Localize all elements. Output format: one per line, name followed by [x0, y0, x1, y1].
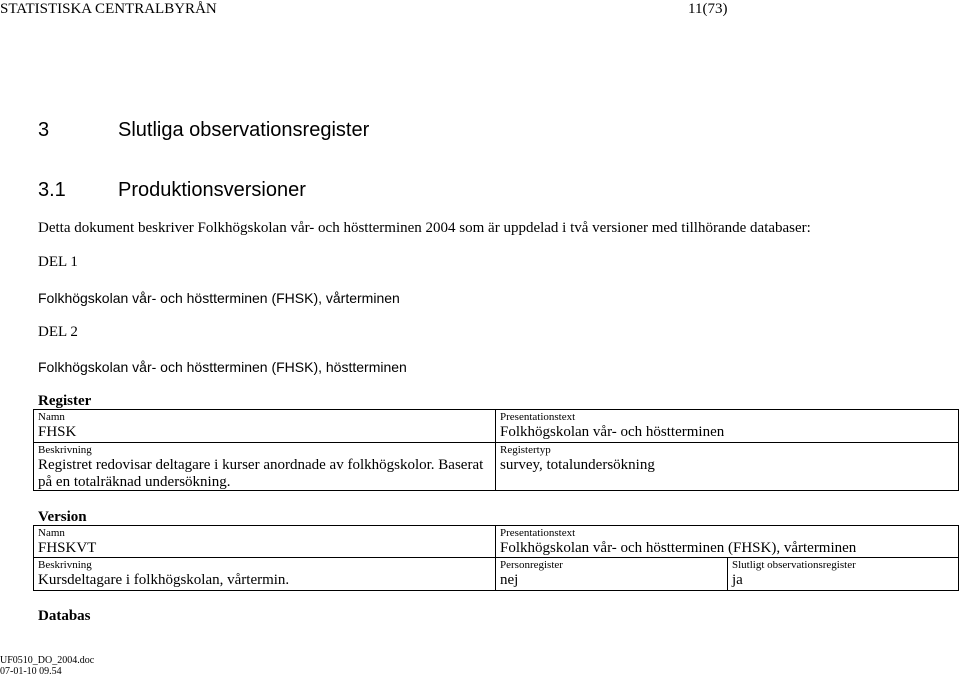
part-1-text: Folkhögskolan vår- och höstterminen (FHSK), vårterminen [38, 290, 400, 306]
footer-filename: UF0510_DO_2004.doc [0, 655, 95, 666]
version-presentation-value: Folkhögskolan vår- och höstterminen (FHSK), vårterminen [500, 540, 857, 556]
section-heading [38, 119, 369, 142]
section-number: 3 [38, 119, 50, 141]
subsection-title: Produktionsversioner [118, 179, 306, 201]
register-presentation-label: Presentationstext [500, 411, 576, 423]
version-name-value: FHSKVT [38, 540, 97, 556]
register-description-value: Registret redovisar deltagare i kurser anordnade av folkhögskolor. Baserat på en totalräknad undersökning. [38, 457, 484, 490]
version-heading: Version [38, 509, 87, 525]
version-presentation-label: Presentationstext [500, 527, 576, 539]
register-row-divider [33, 442, 959, 443]
version-person-register-value: nej [500, 572, 519, 588]
register-type-value: survey, totalundersökning [500, 457, 655, 473]
version-final-register-label: Slutligt observationsregister [732, 559, 856, 571]
subsection-heading [38, 179, 306, 202]
part-2-label: DEL 2 [38, 324, 78, 340]
organization-name: STATISTISKA CENTRALBYRÅN [0, 1, 217, 17]
register-presentation-value: Folkhögskolan vår- och höstterminen [500, 424, 725, 440]
register-heading: Register [38, 393, 92, 409]
page-number: 11(73) [688, 1, 728, 17]
part-1-label: DEL 1 [38, 254, 78, 270]
version-column-divider [495, 525, 496, 591]
footer-timestamp: 07-01-10 09.54 [0, 666, 62, 677]
register-name-value: FHSK [38, 424, 77, 440]
register-type-label: Registertyp [500, 444, 551, 456]
part-2-text: Folkhögskolan vår- och höstterminen (FHSK), höstterminen [38, 359, 407, 375]
register-column-divider [495, 409, 496, 491]
register-description-label: Beskrivning [38, 444, 92, 456]
version-subcolumn-divider [727, 557, 728, 591]
version-name-label: Namn [38, 527, 65, 539]
register-name-label: Namn [38, 411, 65, 423]
version-final-register-value: ja [732, 572, 743, 588]
database-heading: Databas [38, 608, 91, 624]
version-person-register-label: Personregister [500, 559, 563, 571]
subsection-number: 3.1 [38, 179, 66, 201]
section-title: Slutliga observationsregister [118, 119, 370, 141]
version-description-label: Beskrivning [38, 559, 92, 571]
version-row-divider [33, 557, 959, 558]
intro-paragraph: Detta dokument beskriver Folkhögskolan vår- och höstterminen 2004 som är uppdelad i två versioner med tillhörande databaser: [38, 220, 811, 236]
version-description-value: Kursdeltagare i folkhögskolan, vårtermin. [38, 572, 290, 588]
